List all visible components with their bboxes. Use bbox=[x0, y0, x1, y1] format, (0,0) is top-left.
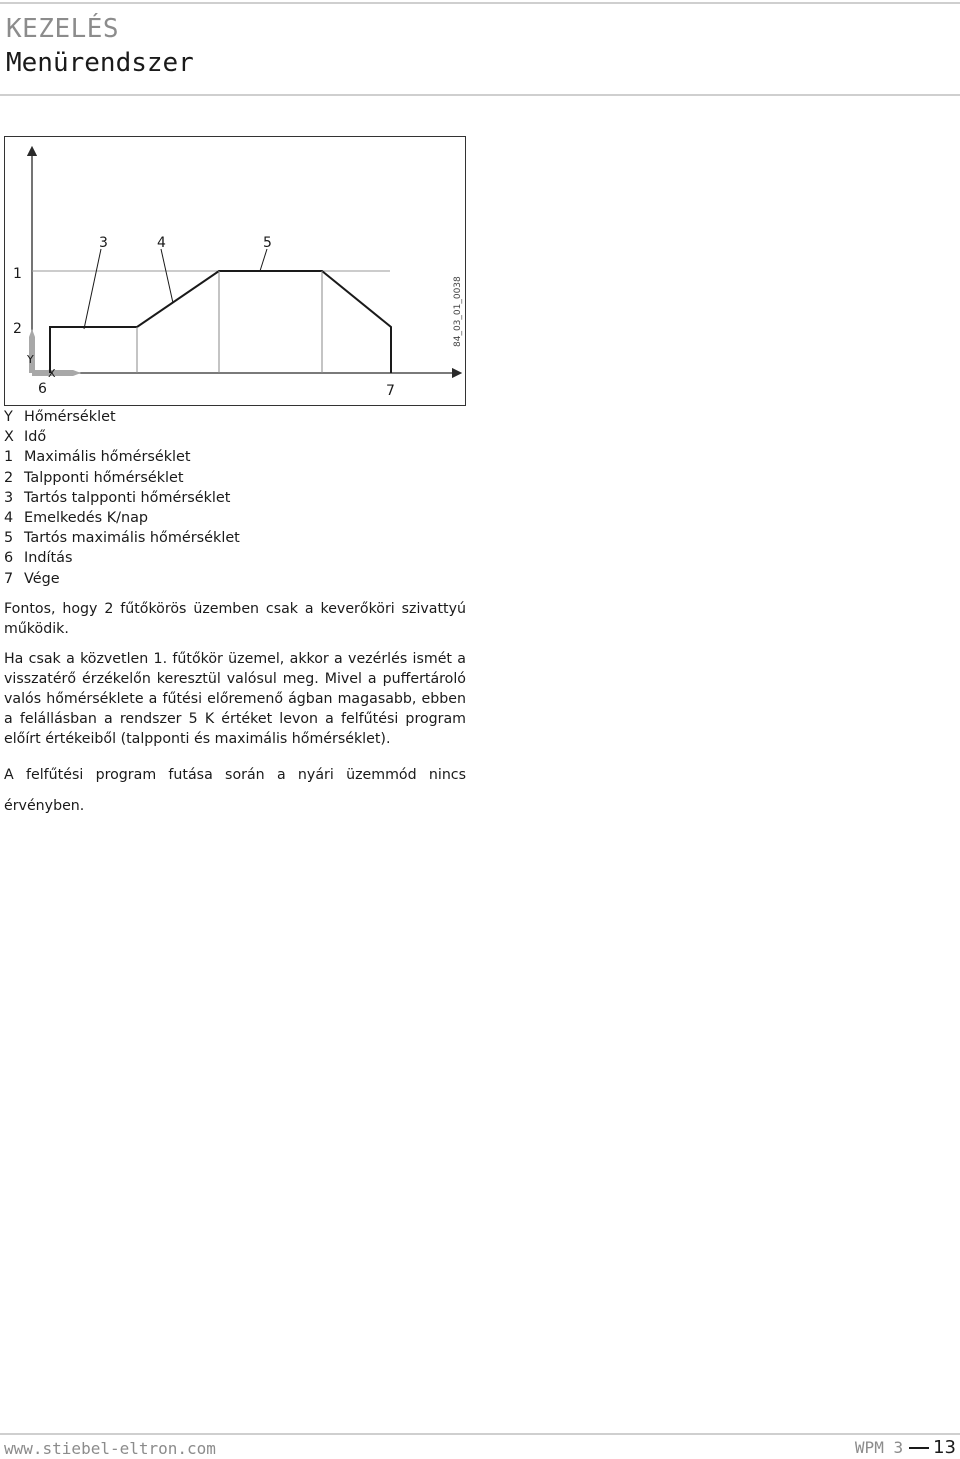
legend-key: 5 bbox=[4, 530, 14, 547]
footer-url: www.stiebel-eltron.com bbox=[4, 1439, 216, 1458]
axis-label-y: Y bbox=[27, 353, 34, 366]
footer-dash bbox=[909, 1447, 929, 1449]
legend-key: X bbox=[4, 429, 14, 446]
heating-program-diagram bbox=[4, 136, 466, 406]
header-rule bbox=[0, 94, 960, 96]
leader-line-3 bbox=[84, 249, 101, 329]
footer-rule bbox=[0, 1433, 960, 1435]
legend-text: Hőmérséklet bbox=[24, 409, 116, 425]
legend-key: 6 bbox=[4, 550, 14, 567]
label-7: 7 bbox=[386, 383, 395, 399]
axis-label-x: X bbox=[48, 367, 56, 380]
body-paragraph-note: Fontos, hogy 2 fűtőkörös üzemben csak a keverőköri szivattyú működik. bbox=[4, 601, 466, 637]
legend-item bbox=[4, 468, 240, 488]
legend-key: 3 bbox=[4, 489, 14, 506]
legend-text: Talpponti hőmérséklet bbox=[24, 469, 184, 486]
legend-text: Emelkedés K/nap bbox=[24, 510, 149, 527]
section-heading: KEZELÉS bbox=[6, 14, 120, 44]
label-2: 2 bbox=[13, 321, 22, 337]
legend-text: Vége bbox=[24, 570, 60, 587]
y-axis-marker bbox=[29, 329, 35, 373]
legend-item bbox=[4, 447, 240, 467]
x-axis-marker bbox=[32, 370, 81, 376]
legend-item bbox=[4, 407, 240, 427]
legend-text: Indítás bbox=[24, 550, 73, 567]
legend-item bbox=[4, 427, 240, 447]
legend-item bbox=[4, 508, 240, 528]
legend-key: 1 bbox=[4, 449, 14, 466]
leader-line-5 bbox=[260, 249, 267, 271]
figure-code: 84_03_01_0038 bbox=[453, 276, 463, 347]
legend-item bbox=[4, 488, 240, 508]
legend-key: Y bbox=[4, 409, 13, 425]
legend-text: Tartós talpponti hőmérséklet bbox=[24, 489, 231, 506]
heating-curve bbox=[50, 271, 391, 373]
body-paragraph-summer-mode: A felfűtési program futása során a nyári üzemmód nincs érvényben. bbox=[4, 767, 466, 814]
footer-product: WPM 3 bbox=[854, 1438, 904, 1457]
label-5: 5 bbox=[263, 235, 272, 251]
legend-item bbox=[4, 548, 240, 568]
footer-page-info bbox=[855, 1437, 956, 1458]
legend-list bbox=[4, 407, 240, 589]
legend-text: Idő bbox=[24, 429, 47, 446]
legend-text: Tartós maximális hőmérséklet bbox=[24, 530, 240, 547]
leader-line-4 bbox=[161, 249, 173, 303]
body-paragraph-direct-circuit: Ha csak a közvetlen 1. fűtőkör üzemel, akkor a vezérlés ismét a visszatérő érzékelőn keresztül valósul meg. Mivel a puffertároló valós hőmérséklete a fűtési előremenő ágban magasabb, ebben a felállásban a rendszer 5 K értéket levon a felfűtési program előírt értékeiből (talpponti és maximális hőmérséklet). bbox=[4, 651, 466, 747]
label-3: 3 bbox=[99, 235, 108, 251]
legend-text: Maximális hőmérséklet bbox=[24, 449, 191, 466]
diagram-svg bbox=[5, 137, 465, 405]
legend-item bbox=[4, 569, 240, 589]
label-6: 6 bbox=[38, 381, 47, 397]
label-4: 4 bbox=[157, 235, 166, 251]
label-1: 1 bbox=[13, 266, 22, 282]
legend-key: 7 bbox=[4, 570, 14, 587]
legend-item bbox=[4, 528, 240, 548]
top-rule bbox=[0, 2, 960, 4]
page-number: 13 bbox=[933, 1437, 956, 1458]
legend-key: 4 bbox=[4, 510, 14, 527]
page-title: Menürendszer bbox=[6, 48, 194, 78]
legend-key: 2 bbox=[4, 469, 14, 486]
